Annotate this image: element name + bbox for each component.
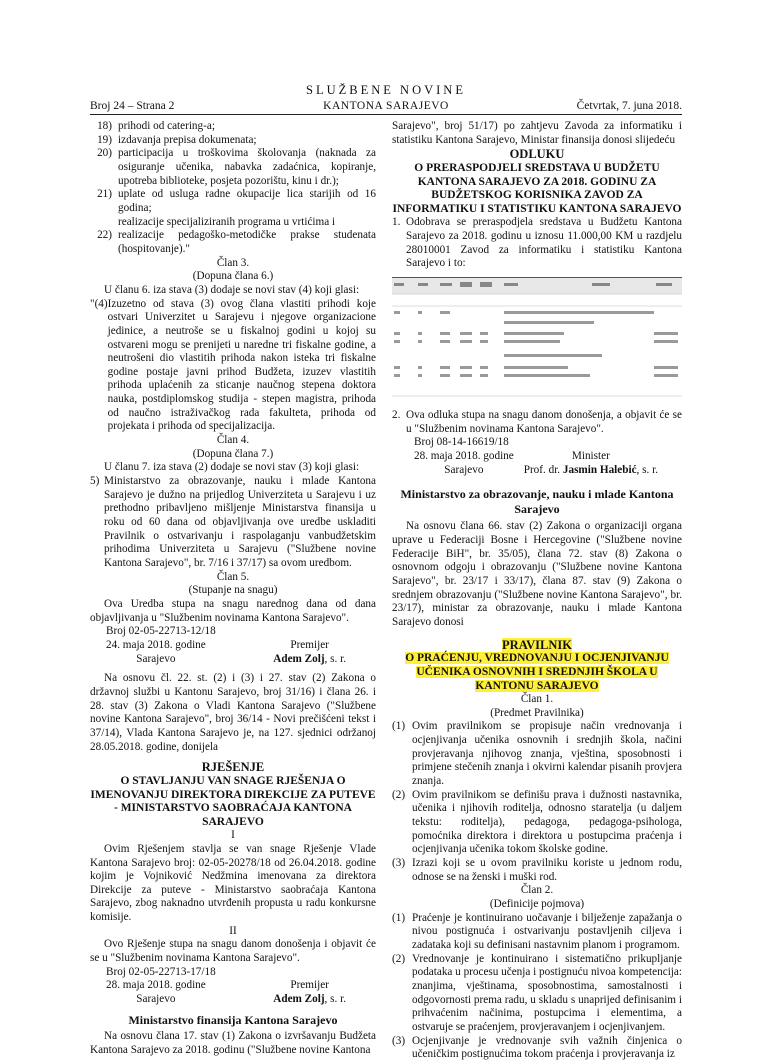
article-3-intro: U članu 6. iza stava (3) dodaje se novi stav (4) koji glasi:: [104, 283, 360, 296]
issue-date: Četvrtak, 7. juna 2018.: [576, 100, 682, 113]
signature-date: 24. maja 2018. godine: [106, 638, 206, 651]
article-1-heading: Član 1.: [520, 693, 554, 706]
list-item: 19) izdavanja prepisa dokumenata;: [97, 133, 257, 146]
decision-heading: RJEŠENJE: [201, 760, 265, 775]
signatory-name: Adem Zolj: [273, 993, 325, 1006]
signature-date: 28. maja 2018. godine: [414, 449, 514, 462]
list-item: (1) Ovim pravilnikom se propisuje način vrednovanja i ocjenjivanja učenika osnovnih i srednjih škola, načini provjeravanja njihovog znanja, vještina, sposobnosti i primjene stečenih znanja i okvirni kalendar pisanih provjera znanja.: [392, 720, 682, 788]
paragraph-4: "(4) Izuzetno od stava (3) ovog člana vlastiti prihodi koje ostvari Univerzitet u Sarajevu i njegove organizacione jedinice, a neutroše se u fiskalnoj godini u kojoj su ostvareni mogu se prenijeti u naredne tri fiskalne godine, a neutrošeni dio vlastitih prihoda nakon isteka tri fiskalne godine postaje javni prihod Budžeta, izuzev vlastitih prihoda uplaćenih za sticanje naučnog stepena doktora nauka, postdiplomskog studija - stepen magistra, prihoda od naučno istraživačkog rada fakulteta, prihoda od projekata i prihoda od specijalizacija.: [90, 297, 376, 433]
issue-page: Broj 24 – Strana 2: [90, 100, 175, 113]
signatory-title: Premijer: [290, 979, 329, 992]
gazette-title: SLUŽBENE NOVINE: [306, 83, 466, 97]
section-ii-text: Ovo Rješenje stupa na snagu danom donošenja i objavit će se u "Službenim novinama Kantona Sarajevo".: [90, 938, 376, 965]
point-1: 1. Odobrava se preraspodjela sredstava u Budžetu Kantona Sarajevo za 2018. godinu u iznosu 11.000,00 KM u razdjelu 28010001 Zavod za informatiku i statistiku Kantona Sarajevo i to:: [392, 216, 682, 270]
signature-place: Sarajevo: [136, 993, 176, 1006]
article-5-subtitle: (Stupanje na snagu): [188, 584, 278, 597]
list-item: 20) participacija u troškovima školovanja (naknada za osiguranje učenika, nabavka zadaćnica, kopiranje, upotreba biblioteke, posjeta pozorištu, kinu i dr.);: [97, 147, 376, 187]
section-i-text: Ovim Rješenjem stavlja se van snage Rješenje Vlade Kantona Sarajevo broj: 02-05-20278/18 od 26.04.2018. godine kojim je Vojniković Nedžmina imenovana za direktora Direkcije za puteve - Ministarstvo saobraćaja Kantona Sarajevo, zbog naknadno utvrđenih propusta u radu konkursne komisije.: [90, 842, 376, 924]
section-i: I: [231, 829, 235, 842]
list-item: (3) Izrazi koji se u ovom pravilniku koriste u jednom rodu, odnose se na ženski i muški rod.: [392, 857, 682, 883]
signature-block: 28. maja 2018. godine Sarajevo Premijer Adem Zolj, s. r.: [106, 979, 346, 1006]
article-4-intro: U članu 7. iza stava (2) dodaje se novi stav (3) koji glasi:: [104, 461, 360, 474]
article-4-subtitle: (Dopuna člana 7.): [192, 447, 274, 460]
decision-heading: ODLUKU: [509, 147, 565, 162]
article-3-heading: Član 3.: [216, 256, 250, 269]
rulebook-heading: PRAVILNIK: [502, 637, 572, 652]
reference-number: Broj 02-05-22713-12/18: [106, 625, 216, 638]
signatory-name: Adem Zolj: [273, 652, 325, 665]
signature-place: Sarajevo: [136, 652, 176, 665]
signature-block: 24. maja 2018. godine Sarajevo Premijer Adem Zolj, s. r.: [106, 638, 346, 665]
article-2-subtitle: (Definicije pojmova): [489, 898, 585, 910]
entry-into-force: Ova Uredba stupa na snagu narednog dana od dana objavljivanja u "Službenim novinama Kantona Sarajevo".: [90, 597, 376, 624]
signature-block: 28. maja 2018. godine Sarajevo Minister Prof. dr. Jasmin Halebić, s. r.: [414, 449, 658, 476]
list-item: (2) Ovim pravilnikom se definišu prava i dužnosti nastavnika, učenika i njihovih roditelja, odnosno staratelja (u daljem tekstu: roditelja), pedagoga, pedagoga-psihologa, pomoćnika direktora i direktora u postupcima praćenja i ocjenjivanja učenika tokom školske godine.: [392, 788, 682, 856]
article-3-subtitle: (Dopuna člana 6.): [192, 270, 274, 283]
list-item: (1) Praćenje je kontinuirano uočavanje i bilježenje zapažanja o nivou postignuća i ostvarivanju postavljenih ciljeva i zadataka koji su definisani nastavnim planom i programom.: [392, 911, 682, 951]
list-item: 21) uplate od usluga radne okupacije lica starijih od 16 godina;: [97, 188, 376, 214]
signature-date: 28. maja 2018. godine: [106, 979, 206, 992]
left-column: [90, 120, 376, 1058]
reference-number: Broj 02-05-22713-17/18: [106, 965, 216, 978]
right-column: [392, 120, 682, 1062]
income-list: [90, 120, 376, 257]
header-rule: [90, 114, 682, 115]
section-ii: II: [229, 924, 237, 937]
paragraph-5: 5) Ministarstvo za obrazovanje, nauku i mlade Kantona Sarajevo je dužno na prijedlog Univerziteta u Sarajevu i uz prethodno pribavljeno mišljenje Ministarstva finansija u roku od 60 dana od objavljivanja ove uredbe uskladiti Pravilnik o ostvarivanju i raspolaganju vanbudžetskim prihodima Univerziteta u Sarajevu ("Službene novine Kantona Sarajevo", br. 7/16 i 37/17) sa ovom uredbom.: [90, 475, 376, 569]
article-5-heading: Član 5.: [216, 570, 250, 583]
article-4-heading: Član 4.: [216, 434, 250, 447]
article-2-heading: Član 2.: [520, 884, 554, 897]
canton-name: KANTONA SARAJEVO: [323, 100, 449, 113]
signatory-title: Minister: [571, 449, 610, 462]
ministry-heading: Ministarstvo za obrazovanje, nauku i mlade Kantona Sarajevo: [400, 487, 674, 516]
decision-title: O PRERASPODJELI SREDSTAVA U BUDŽETU KANTONA SARAJEVO ZA 2018. GODINU ZA BUDŽETSKOG KORISNIKA ZAVOD ZA INFORMATIKU I STATISTIKU KANTONA SARAJEVO: [392, 162, 682, 215]
list-item: (2) Vrednovanje je kontinuirano i sistematično prikupljanje podataka u procesu učenja i postignuću nivoa kompetencija: znanjima, vještinama, sposobnostima, samostalnosti i odgovornosti prema radu, u skladu s unaprijed definisanim i prihvaćenim načinima, postupcima i elementima, a ostvaruje se praćenjem, provjeravanjem i ocjenjivanjem.: [392, 952, 682, 1033]
list-item: (3) Ocjenjivanje je vrednovanje svih važnih činjenica o učeničkim postignućima tokom praćenja i provjeravanja iz: [392, 1034, 682, 1061]
ministry-heading: Ministarstvo finansija Kantona Sarajevo: [128, 1012, 338, 1027]
signatory-name: Jasmin Halebić: [562, 463, 637, 476]
list-item: 22) realizacije pedagoško-metodičke prakse studenata (hospitovanje).": [97, 229, 376, 255]
preamble-text: Na osnovu člana 17. stav (1) Zakona o izvršavanju Budžeta Kantona Sarajevo za 2018. godinu ("Službene novine Kantona: [90, 1030, 376, 1056]
decision-title: O STAVLJANJU VAN SNAGE RJEŠENJA O IMENOVANJU DIREKTORA DIREKCIJE ZA PUTEVE - MINISTARSTVO SAOBRAĆAJA KANTONA SARAJEVO: [90, 774, 376, 828]
article-1-subtitle: (Predmet Pravilnika): [490, 706, 584, 719]
budget-table-image: [392, 277, 682, 401]
list-item: realizacije specijaliziranih programa u vrtićima i: [118, 215, 336, 228]
preamble-text: Na osnovu člana 66. stav (2) Zakona o organizaciji organa uprave u Federaciji Bosne i Hercegovine ("Službene novine Federacije BiH", br. 35/05), člana 72. stav (8) Zakona o osnovnom odgoju i obrazovanju ("Službene novine Kantona Sarajevo", br. 23/17 i 33/17), člana 87. stav (9) Zakona o srednjem obrazovanju ("Službene novine Kantona Sarajevo", br. 23/17), ministar za obrazovanje, nauku i mlade Kantona Sarajevo donosi: [392, 520, 682, 629]
list-item: 18) prihodi od catering-a;: [97, 120, 215, 132]
continued-text: Sarajevo", broj 51/17) po zahtjevu Zavoda za informatiku i statistiku Kantona Sarajevo, Ministar finansija donosi slijedeću: [392, 120, 682, 146]
point-2: 2. Ova odluka stupa na snagu danom donošenja, a objavit će se u "Službenim novinama Kantona Sarajevo".: [392, 408, 682, 435]
signatory-title: Premijer: [290, 638, 329, 651]
signature-place: Sarajevo: [444, 463, 484, 476]
reference-number: Broj 08-14-16619/18: [414, 436, 509, 449]
masthead: [90, 83, 682, 114]
preamble-text: Na osnovu čl. 22. st. (2) i (3) i 27. stav (2) Zakona o državnoj službi u Kantonu Sarajevo, broj 31/16) i člana 26. i 28. stav (3) Zakona o Vladi Kantona Sarajevo ("Službene novine Kantona Sarajevo", broj 36/14 - Novi prečišćeni tekst i 37/14), Vlada Kantona Sarajevo je, na 127. sjednici održanoj 28.05.2018. godine, donijela: [90, 672, 376, 753]
rulebook-title: O PRAĆENJU, VREDNOVANJU I OCJENJIVANJU UČENIKA OSNOVNIH I SREDNJIH ŠKOLA U KANTONU SARAJEVO: [405, 652, 669, 692]
